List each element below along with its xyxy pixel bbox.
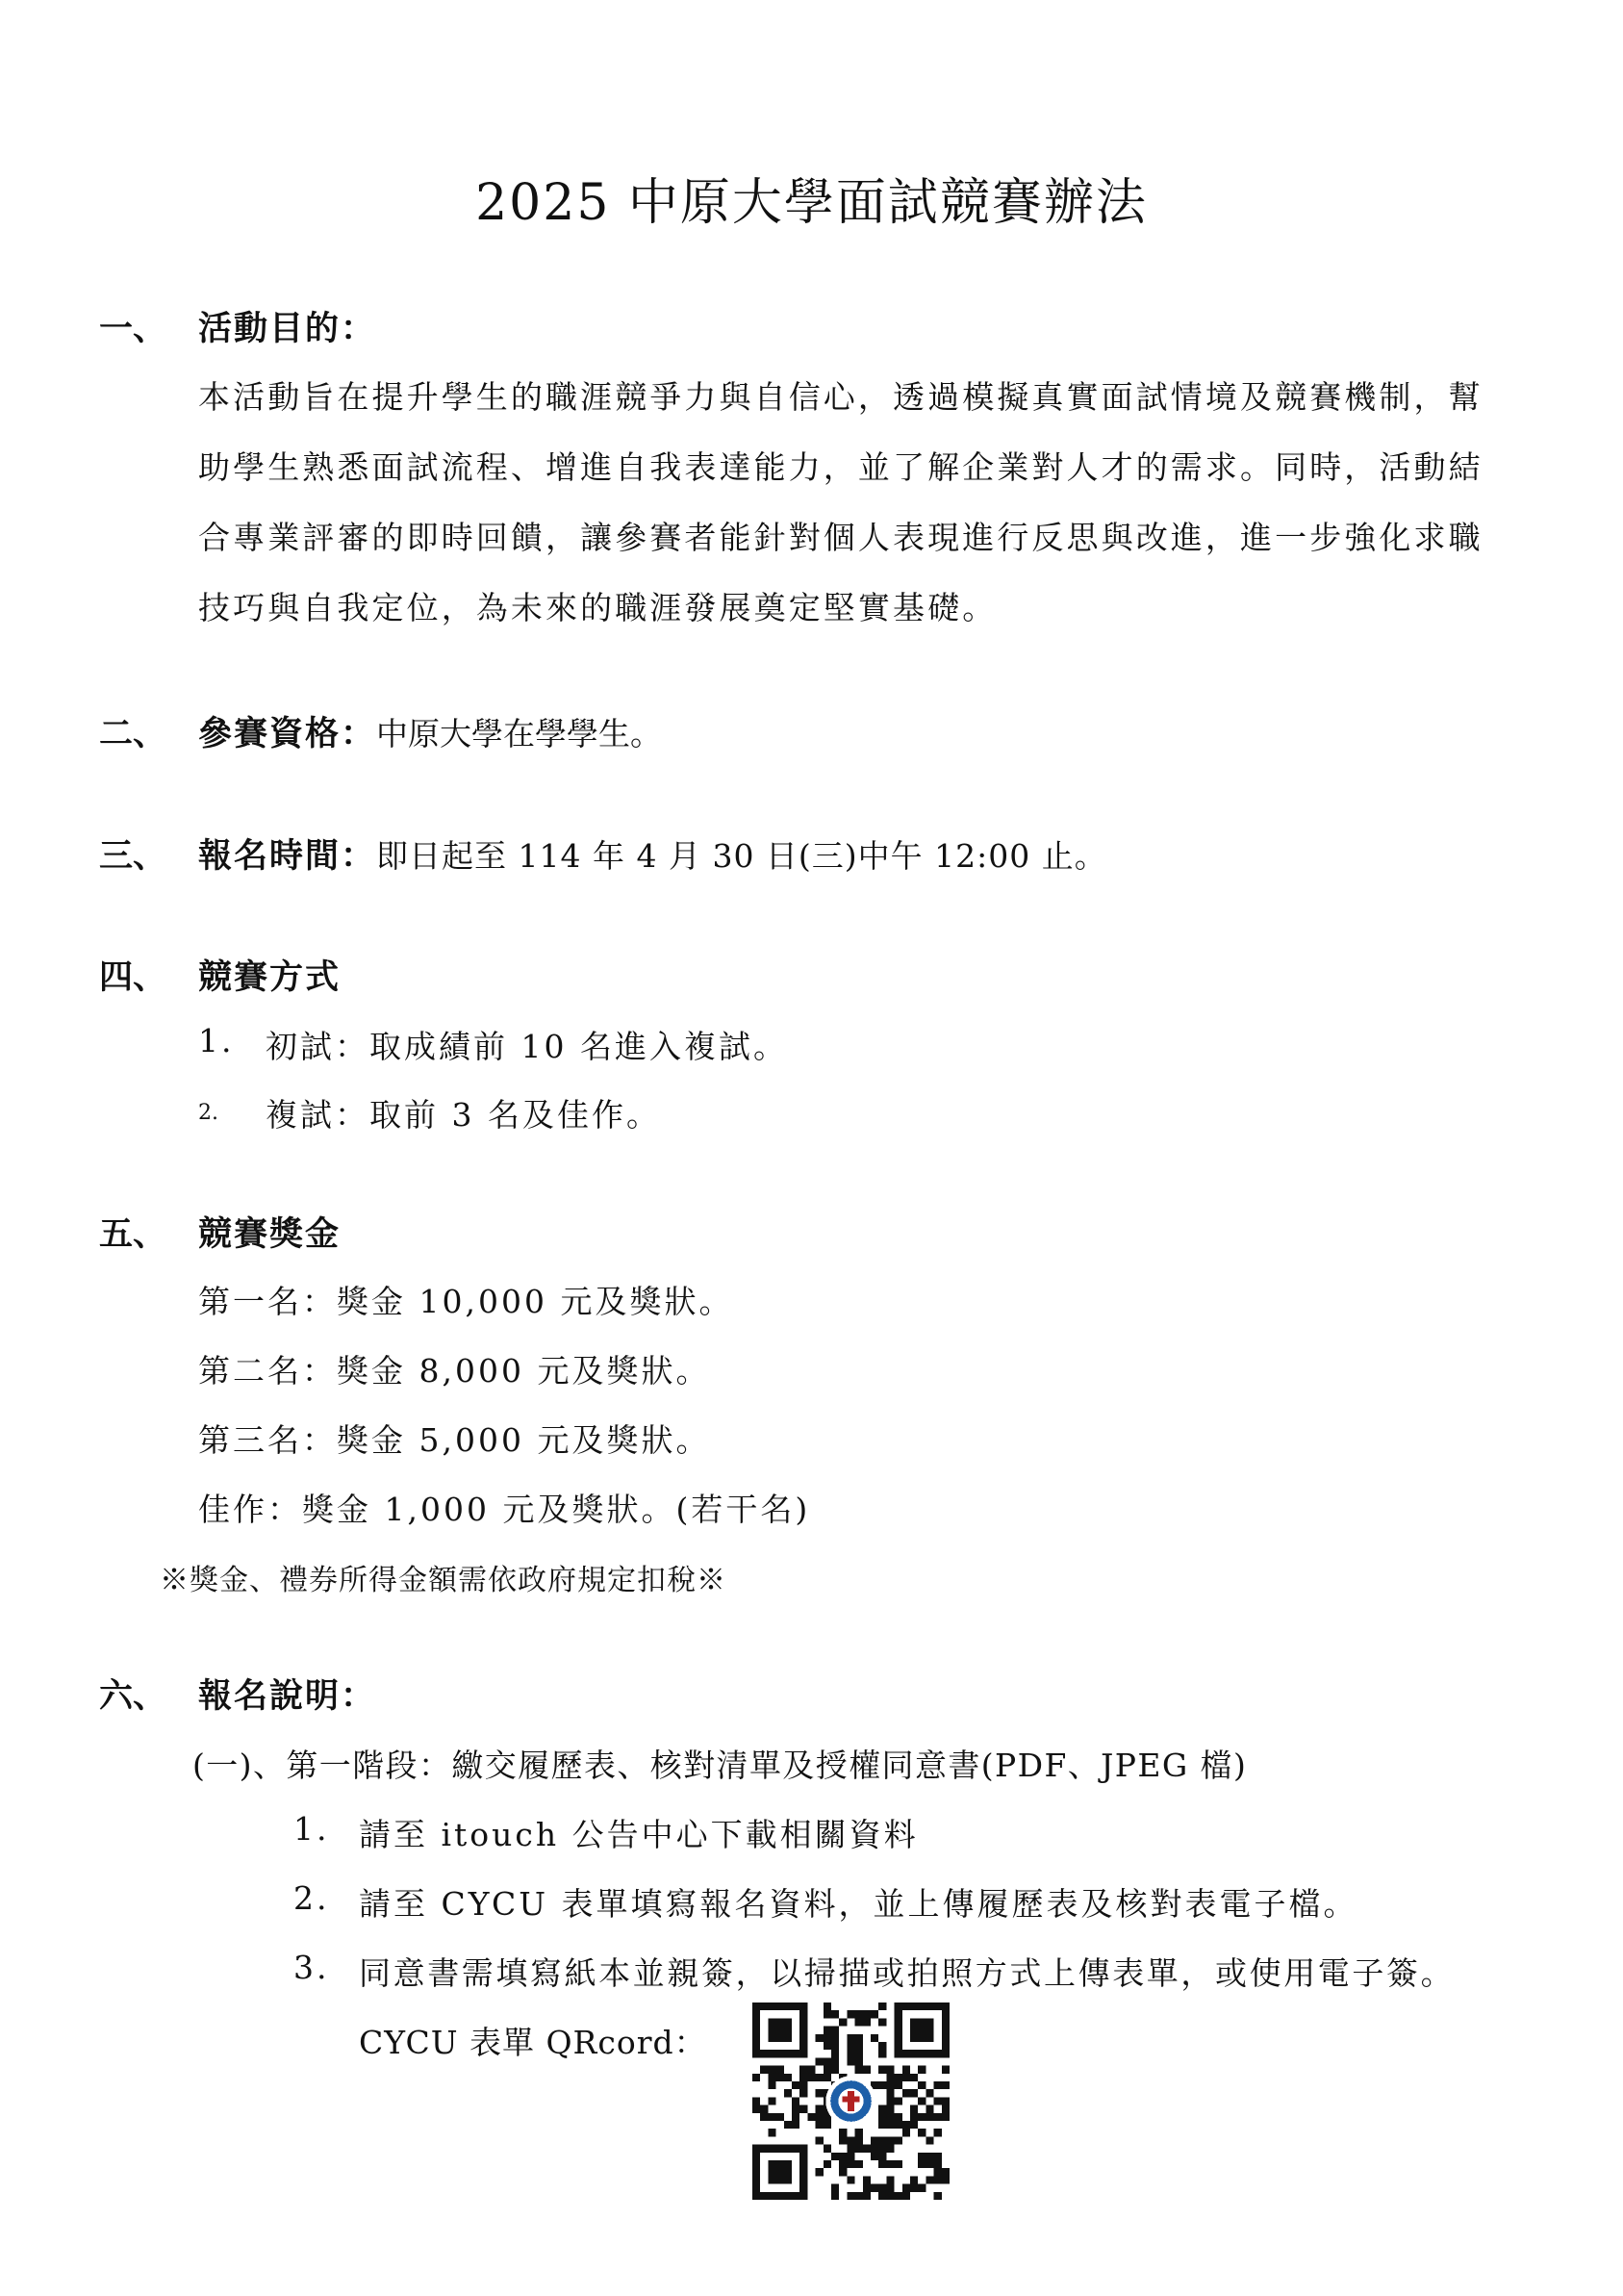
qr-module [871, 2136, 878, 2144]
qr-module [942, 2081, 950, 2089]
qr-module [895, 2136, 902, 2144]
qr-module [824, 2074, 831, 2081]
qr-module [760, 2105, 768, 2113]
purpose-line: 助學生熟悉面試流程、增進自我表達能力，並了解企業對人才的需求。同時，活動結 [198, 448, 1484, 486]
qr-module [831, 2027, 839, 2034]
qr-module [839, 2168, 847, 2176]
qr-module [847, 2160, 854, 2168]
qr-module [784, 2121, 792, 2129]
section-heading-prizes: 競賽獎金 [198, 1214, 342, 1254]
qr-module [855, 2129, 863, 2136]
qr-module [918, 2097, 926, 2105]
qr-module [847, 2010, 854, 2018]
qr-module [878, 2145, 886, 2153]
registration-time-label: 報名時間： [198, 836, 377, 876]
qr-module [902, 2192, 910, 2200]
qr-module [855, 2042, 863, 2050]
qr-module [863, 2192, 871, 2200]
qr-module [902, 2066, 910, 2074]
qr-module [886, 2066, 894, 2074]
qr-module [886, 2192, 894, 2200]
qr-module [902, 2121, 910, 2129]
qr-module [824, 2034, 831, 2042]
qr-module [831, 2184, 839, 2192]
qr-module [824, 2003, 831, 2010]
qr-module [902, 2129, 910, 2136]
qr-module [871, 2184, 878, 2192]
qr-module [768, 2074, 775, 2081]
qr-module [768, 2113, 775, 2121]
qr-module [918, 2113, 926, 2121]
section-number-3: 三、 [99, 836, 167, 876]
step-number: 3. [293, 1949, 330, 1986]
qr-module [878, 2184, 886, 2192]
qr-module [934, 2160, 942, 2168]
qr-module [934, 2081, 942, 2089]
qr-module [831, 2057, 839, 2065]
qr-module [831, 2050, 839, 2057]
qr-module [878, 2042, 886, 2050]
qr-module [816, 2034, 824, 2042]
section-number-2: 二、 [99, 714, 167, 753]
step-text: 請至 itouch 公告中心下載相關資料 [359, 1816, 919, 1853]
qr-module [918, 2184, 926, 2192]
qr-module [871, 2034, 878, 2042]
purpose-line: 合專業評審的即時回饋，讓參賽者能針對個人表現進行反思與改進，進一步強化求職 [198, 519, 1484, 556]
qr-module [871, 2010, 878, 2018]
qr-module [895, 2097, 902, 2105]
purpose-line: 技巧與自我定位，為未來的職涯發展奠定堅實基礎。 [198, 589, 998, 626]
qr-module [792, 2113, 799, 2121]
qr-module [910, 2121, 918, 2129]
purpose-line: 本活動旨在提升學生的職涯競爭力與自信心，透過模擬真實面試情境及競賽機制，幫 [198, 378, 1484, 416]
qr-module [807, 2066, 815, 2074]
qr-module [926, 2089, 933, 2097]
qr-module [824, 2027, 831, 2034]
qr-module [816, 2089, 824, 2097]
qr-module [942, 2168, 950, 2176]
qr-module [910, 2105, 918, 2113]
qr-module [855, 2010, 863, 2018]
qr-module [910, 2089, 918, 2097]
qr-module [878, 2136, 886, 2144]
qr-module [824, 2145, 831, 2153]
format-item-text: 初試：取成績前 10 名進入複試。 [266, 1028, 788, 1065]
qr-module [863, 2018, 871, 2026]
qr-module [910, 2184, 918, 2192]
qr-module [942, 2176, 950, 2183]
step-text: 同意書需填寫紙本並親簽，以掃描或拍照方式上傳表單，或使用電子簽。 [359, 1954, 1456, 1992]
qr-module [878, 2105, 886, 2113]
qr-module [886, 2074, 894, 2081]
qr-module [855, 2145, 863, 2153]
qr-module [878, 2160, 886, 2168]
qr-module [768, 2129, 775, 2136]
qr-module [926, 2136, 933, 2144]
qr-module [871, 2145, 878, 2153]
qr-module [918, 2081, 926, 2089]
section-number-6: 六、 [99, 1676, 167, 1716]
qr-module [807, 2113, 815, 2121]
qr-module [863, 2184, 871, 2192]
qr-module [878, 2003, 886, 2010]
qr-module [839, 2018, 847, 2026]
qr-module [816, 2136, 824, 2144]
qr-module [768, 2066, 775, 2074]
qr-module [799, 2074, 807, 2081]
qr-module [934, 2192, 942, 2200]
qr-module [878, 2081, 886, 2089]
qr-module [878, 2050, 886, 2057]
qr-module [926, 2160, 933, 2168]
section-heading-purpose: 活動目的： [198, 309, 377, 348]
qr-module [910, 2074, 918, 2081]
qr-module [799, 2105, 807, 2113]
step-text: 請至 CYCU 表單填寫報名資料，並上傳履歷表及核對表電子檔。 [359, 1885, 1358, 1923]
qr-module [831, 2042, 839, 2050]
qr-module [760, 2113, 768, 2121]
section-number-1: 一、 [99, 309, 167, 348]
qr-module [878, 2066, 886, 2074]
qr-module [886, 2105, 894, 2113]
qr-module [824, 2042, 831, 2050]
section-heading-registration-info: 報名說明： [198, 1676, 377, 1716]
qr-module [784, 2089, 792, 2097]
registration-time-value: 即日起至 114 年 4 月 30 日(三)中午 12:00 止。 [376, 837, 1107, 875]
qr-module [886, 2097, 894, 2105]
qr-module [847, 2153, 854, 2160]
qr-module [878, 2018, 886, 2026]
qr-module [895, 2160, 902, 2168]
qr-module [792, 2121, 799, 2129]
format-item-number: 1. [198, 1022, 235, 1059]
section-heading-format: 競賽方式 [198, 957, 342, 997]
eligibility-label: 參賽資格： [198, 714, 377, 753]
tax-note: ※獎金、禮券所得金額需依政府規定扣稅※ [160, 1564, 726, 1597]
qr-module [863, 2145, 871, 2153]
qr-module [878, 2121, 886, 2129]
qr-module [934, 2113, 942, 2121]
stage-one-line: (一)、第一階段：繳交履歷表、核對清單及授權同意書(PDF、JPEG 檔) [192, 1747, 1248, 1784]
qr-module [855, 2034, 863, 2042]
qr-module [776, 2066, 784, 2074]
qr-module [799, 2081, 807, 2089]
qr-module [816, 2057, 824, 2065]
qr-module [760, 2066, 768, 2074]
qr-module [792, 2081, 799, 2089]
qr-module [752, 2074, 760, 2081]
qr-module [886, 2184, 894, 2192]
qr-module [926, 2113, 933, 2121]
qr-module [942, 2105, 950, 2113]
qr-module [855, 2057, 863, 2065]
qr-module [918, 2160, 926, 2168]
section-heading-registration-time [198, 829, 1107, 878]
qr-module [824, 2010, 831, 2018]
qr-module [816, 2105, 824, 2113]
qr-module [942, 2113, 950, 2121]
qr-module [878, 2153, 886, 2160]
qr-module [934, 2153, 942, 2160]
qr-module [776, 2074, 784, 2081]
qr-module [934, 2097, 942, 2105]
qr-module [847, 2057, 854, 2065]
qr-module [910, 2113, 918, 2121]
qr-module [824, 2160, 831, 2168]
qr-module [839, 2129, 847, 2136]
qr-label: CYCU 表單 QRcord： [359, 2024, 707, 2061]
qr-module [895, 2081, 902, 2089]
step-number: 2. [293, 1879, 330, 1917]
qr-module [863, 2176, 871, 2183]
prize-item: 第一名：獎金 10,000 元及獎狀。 [198, 1283, 734, 1320]
qr-module [886, 2081, 894, 2089]
qr-module [855, 2066, 863, 2074]
qr-module [855, 2050, 863, 2057]
qr-module [784, 2074, 792, 2081]
qr-module [886, 2136, 894, 2144]
qr-module [895, 2113, 902, 2121]
qr-module [942, 2097, 950, 2105]
qr-module [855, 2192, 863, 2200]
qr-module [768, 2081, 775, 2089]
section-heading-eligibility [198, 707, 662, 755]
qr-code-icon[interactable] [752, 2003, 950, 2200]
qr-module [895, 2121, 902, 2129]
qr-module [752, 2105, 760, 2113]
qr-module [847, 2176, 854, 2183]
qr-module [799, 2089, 807, 2097]
purpose-paragraph [198, 362, 1526, 643]
qr-module [792, 2097, 799, 2105]
qr-module [886, 2160, 894, 2168]
qr-module [926, 2153, 933, 2160]
prize-item: 佳作：獎金 1,000 元及獎狀。(若干名) [198, 1491, 811, 1528]
qr-module [839, 2136, 847, 2144]
qr-module [831, 2153, 839, 2160]
section-number-5: 五、 [99, 1214, 167, 1254]
prize-item: 第三名：獎金 5,000 元及獎狀。 [198, 1421, 711, 1459]
qr-module [792, 2105, 799, 2113]
qr-module [934, 2129, 942, 2136]
qr-module [847, 2136, 854, 2144]
qr-module [824, 2057, 831, 2065]
qr-module [902, 2184, 910, 2192]
qr-module [886, 2176, 894, 2183]
qr-module [847, 2042, 854, 2050]
prize-item: 第二名：獎金 8,000 元及獎狀。 [198, 1352, 711, 1390]
qr-module [776, 2113, 784, 2121]
qr-module [871, 2153, 878, 2160]
qr-module [847, 2050, 854, 2057]
qr-module [816, 2168, 824, 2176]
qr-module [934, 2168, 942, 2176]
qr-module [816, 2121, 824, 2129]
qr-module [807, 2074, 815, 2081]
qr-module [926, 2176, 933, 2183]
page-title: 2025 中原大學面試競賽辦法 [475, 174, 1148, 232]
qr-module [855, 2018, 863, 2026]
section-number-4: 四、 [99, 957, 167, 997]
qr-module [816, 2074, 824, 2081]
qr-module [902, 2089, 910, 2097]
qr-module [886, 2121, 894, 2129]
step-number: 1. [293, 1810, 330, 1848]
qr-module [847, 2145, 854, 2153]
eligibility-value: 中原大學在學學生。 [376, 715, 663, 753]
qr-module [831, 2034, 839, 2042]
qr-module [878, 2192, 886, 2200]
format-item-number: 2. [198, 1101, 218, 1125]
qr-module [910, 2176, 918, 2183]
qr-module [863, 2066, 871, 2074]
qr-module [847, 2034, 854, 2042]
qr-module [831, 2066, 839, 2074]
qr-module [824, 2066, 831, 2074]
qr-module [886, 2089, 894, 2097]
qr-module [839, 2160, 847, 2168]
qr-module [824, 2121, 831, 2129]
qr-module [934, 2176, 942, 2183]
qr-module [799, 2066, 807, 2074]
qr-module [839, 2153, 847, 2160]
qr-module [942, 2066, 950, 2074]
qr-module [768, 2097, 775, 2105]
format-item-text: 複試：取前 3 名及佳作。 [266, 1096, 661, 1134]
qr-module [926, 2105, 933, 2113]
qr-module [895, 2074, 902, 2081]
qr-module [831, 2010, 839, 2018]
qr-module [847, 2192, 854, 2200]
qr-module [855, 2160, 863, 2168]
qr-module [886, 2145, 894, 2153]
qr-module [878, 2113, 886, 2121]
qr-module [752, 2097, 760, 2105]
qr-module [895, 2192, 902, 2200]
qr-module [918, 2066, 926, 2074]
qr-module [855, 2136, 863, 2144]
qr-module [902, 2074, 910, 2081]
qr-module [816, 2113, 824, 2121]
qr-module [863, 2010, 871, 2018]
qr-module [886, 2113, 894, 2121]
qr-module [831, 2192, 839, 2200]
qr-module [918, 2129, 926, 2136]
qr-module [918, 2153, 926, 2160]
